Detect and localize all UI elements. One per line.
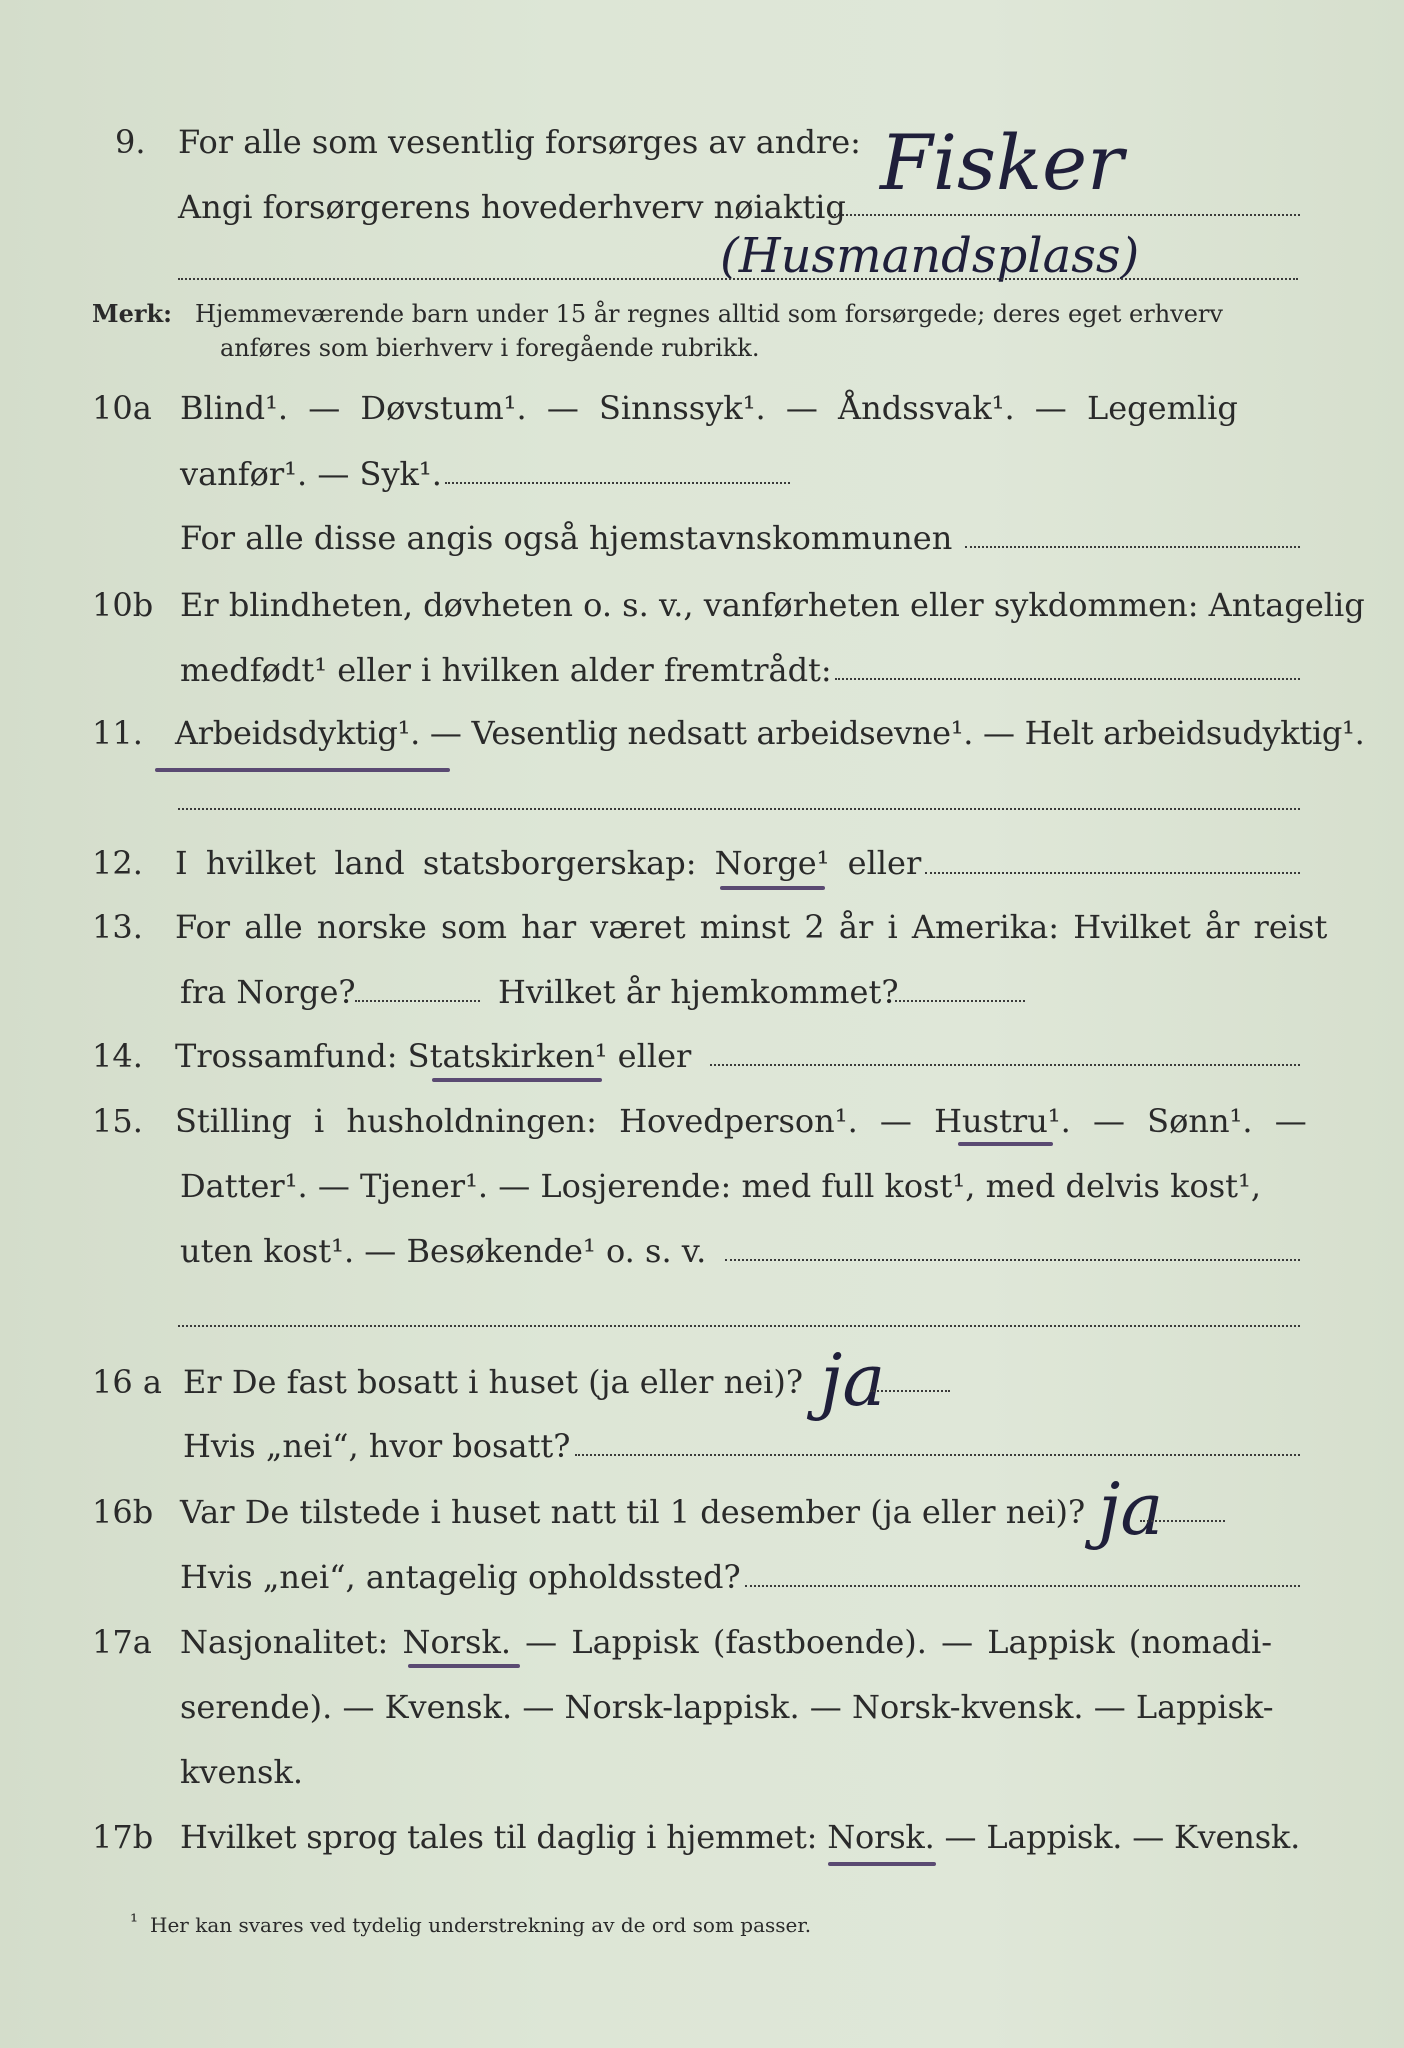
q15-line1: Stilling i husholdningen: Hovedperson¹. — Hustru¹. — Sønn¹. — [175, 1102, 1307, 1140]
q10b-line1: Er blindheten, døvheten o. s. v., vanførheten eller sykdommen: Antagelig [180, 586, 1365, 624]
q16a-answer: ja [820, 1338, 886, 1422]
q10b-answer-line [835, 678, 1300, 680]
q17b-line1: Hvilket sprog tales til daglig i hjemmet: Norsk. — Lappisk. — Kvensk. [180, 1818, 1301, 1856]
footnote-text: Her kan svares ved tydelig understrekning av de ord som passer. [150, 1913, 812, 1937]
q15-answer-line [725, 1259, 1300, 1261]
q16b-line2: Hvis „nei“, antagelig opholdssted? [180, 1558, 741, 1596]
q14-line1: Trossamfund: Statskirken¹ eller [175, 1037, 692, 1075]
q15-number: 15. [92, 1102, 143, 1140]
q9-line1: For alle som vesentlig forsørges av andre: [178, 123, 861, 161]
q17a-line3: kvensk. [180, 1753, 303, 1791]
merk-line1: Hjemmeværende barn under 15 år regnes alltid som forsørgede; deres eget erhverv [195, 300, 1223, 328]
q15-line3: uten kost¹. — Besøkende¹ o. s. v. [180, 1232, 707, 1270]
footnote-mark: ¹ [130, 1909, 139, 1933]
q16b-opholdssted-line [745, 1585, 1300, 1587]
q9-answer-note: (Husmandsplass) [720, 228, 1140, 284]
q17a-number: 17a [92, 1623, 152, 1661]
q16b-answer-line [1140, 1520, 1225, 1522]
q15-underline-hustru [958, 1142, 1053, 1146]
q13-line2a: fra Norge? [180, 973, 356, 1011]
merk-label: Merk: [92, 299, 172, 328]
q13-reist-line [355, 1000, 480, 1002]
q11-number: 11. [92, 714, 143, 752]
q9-answer-occupation: Fisker [880, 118, 1124, 207]
q12-underline-norge [720, 886, 825, 890]
q16b-line1: Var De tilstede i huset natt til 1 desember (ja eller nei)? [180, 1493, 1086, 1531]
q16b-number: 16b [92, 1493, 154, 1531]
q11-underline-arbeidsdyktig [155, 768, 450, 772]
q14-underline-statskirken [432, 1078, 602, 1082]
q10b-number: 10b [92, 586, 154, 624]
q17a-underline-norsk [408, 1664, 520, 1668]
q9-answer-line1 [830, 214, 1300, 216]
q10a-line1: Blind¹. — Døvstum¹. — Sinnssyk¹. — Åndssvak¹. — Legemlig [180, 389, 1238, 427]
q10a-line3: For alle disse angis også hjemstavnskommunen [180, 519, 953, 557]
q10a-answer-line [445, 482, 790, 484]
q11-line1: Arbeidsdyktig¹. — Vesentlig nedsatt arbeidsevne¹. — Helt arbeidsudyktig¹. [175, 714, 1365, 752]
q13-number: 13. [92, 908, 143, 946]
q10b-line2: medfødt¹ eller i hvilken alder fremtrådt: [180, 651, 832, 689]
q14-number: 14. [92, 1037, 143, 1075]
q10a-line2: vanfør¹. — Syk¹. [180, 455, 442, 493]
q13-line1: For alle norske som har været minst 2 år i Amerika: Hvilket år reist [175, 908, 1328, 946]
q17a-line2: serende). — Kvensk. — Norsk-lappisk. — Norsk-kvensk. — Lappisk- [180, 1688, 1274, 1726]
q15-line2: Datter¹. — Tjener¹. — Losjerende: med full kost¹, med delvis kost¹, [180, 1167, 1262, 1205]
merk-line2: anføres som bierhverv i foregående rubrikk. [220, 334, 760, 362]
q16a-line2: Hvis „nei“, hvor bosatt? [183, 1427, 571, 1465]
q13-hjemkommet-line [895, 1000, 1025, 1002]
q10a-kommune-line [965, 546, 1300, 548]
q14-answer-line [710, 1064, 1300, 1066]
q16a-number: 16 a [92, 1363, 162, 1401]
q9-number: 9. [115, 123, 146, 161]
q16a-line1: Er De fast bosatt i huset (ja eller nei)? [183, 1363, 804, 1401]
q10a-number: 10a [92, 389, 152, 427]
q11-answer-line [178, 808, 1300, 810]
q17b-underline-norsk [828, 1862, 936, 1866]
q13-line2b: Hvilket år hjemkommet? [498, 973, 899, 1011]
q15-answer-line2 [178, 1325, 1300, 1327]
q16a-bosatt-line [575, 1454, 1300, 1456]
q16b-answer: ja [1098, 1467, 1164, 1551]
q17a-line1: Nasjonalitet: Norsk. — Lappisk (fastboende). — Lappisk (nomadi- [180, 1623, 1273, 1661]
q9-answer-line2 [178, 278, 1298, 280]
q9-line2: Angi forsørgerens hovederhverv nøiaktig [178, 188, 846, 226]
q12-answer-line [925, 872, 1300, 874]
q12-number: 12. [92, 844, 143, 882]
q12-line1: I hvilket land statsborgerskap: Norge¹ eller [175, 844, 922, 882]
q17b-number: 17b [92, 1818, 154, 1856]
q16a-answer-line [870, 1390, 950, 1392]
